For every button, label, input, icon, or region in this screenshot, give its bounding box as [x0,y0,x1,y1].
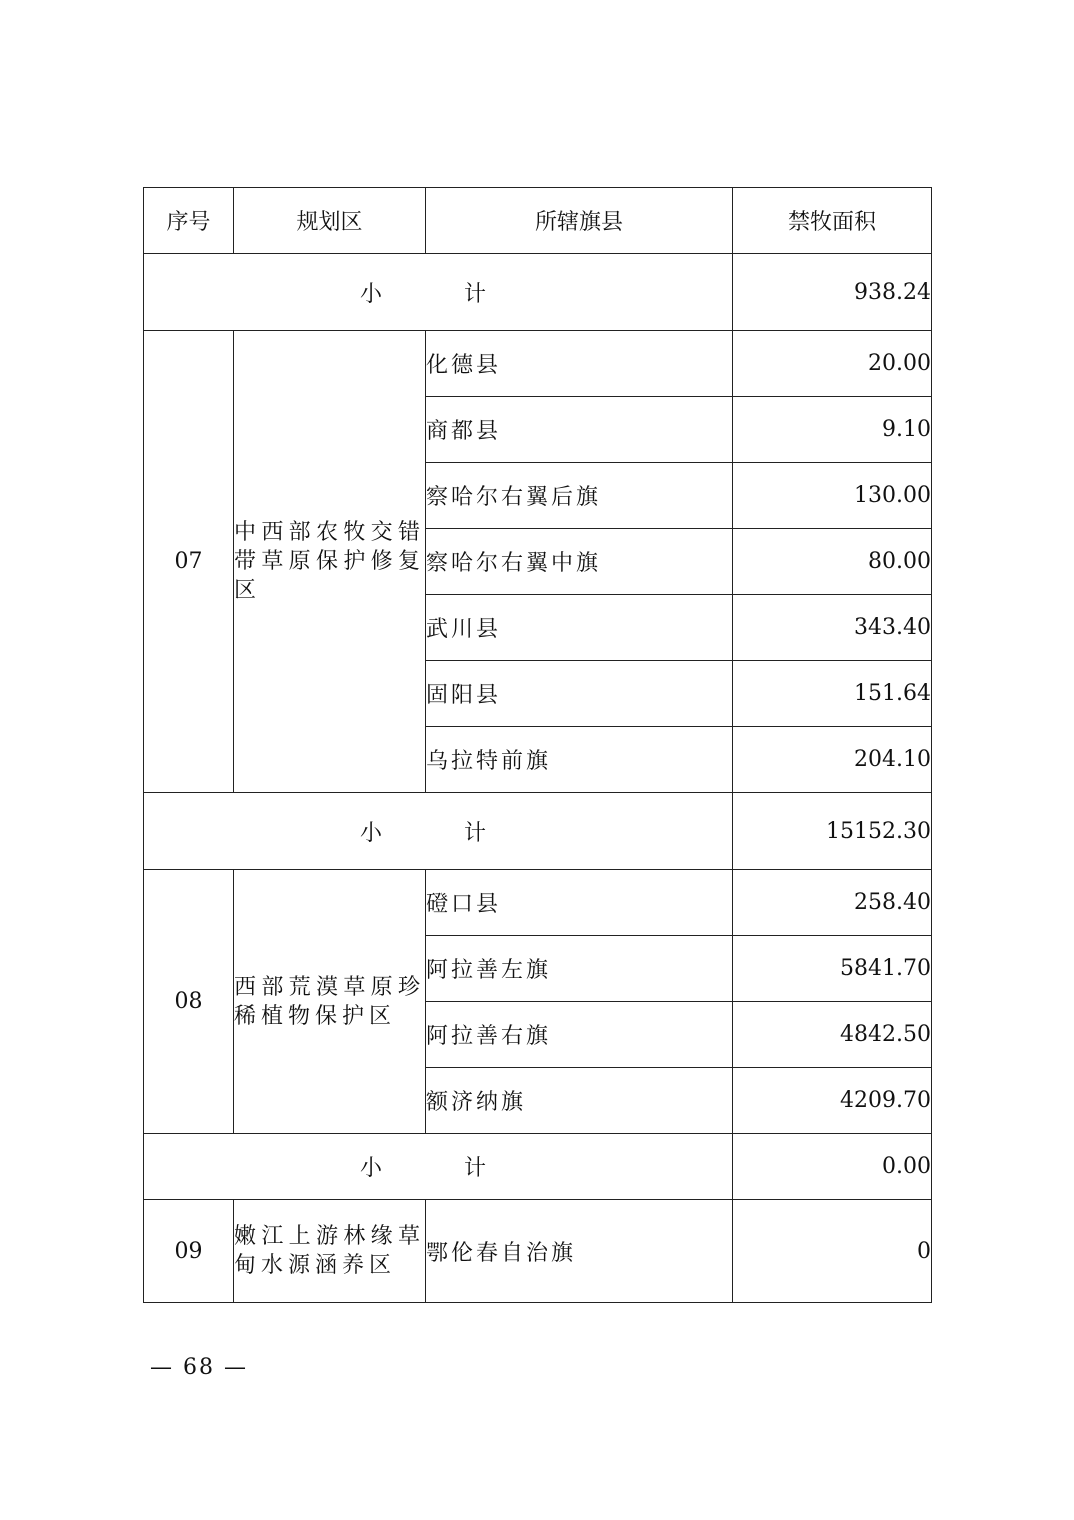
seq-cell: 08 [144,870,234,1134]
subtotal-row [144,1134,932,1200]
area-cell: 4209.70 [733,1068,932,1134]
header-zone: 规划区 [234,188,426,254]
subtotal-label: 小 计 [144,793,733,870]
county-cell: 化德县 [426,331,733,397]
header-area: 禁牧面积 [733,188,932,254]
county-cell: 鄂伦春自治旗 [426,1200,733,1303]
header-county: 所辖旗县 [426,188,733,254]
area-cell: 204.10 [733,727,932,793]
subtotal-value: 0.00 [733,1134,932,1200]
grazing-ban-table [143,187,932,1303]
header-seq: 序号 [144,188,234,254]
subtotal-row [144,254,932,331]
area-cell: 5841.70 [733,936,932,1002]
area-cell: 151.64 [733,661,932,727]
page-number: — 68 — [150,1355,248,1380]
subtotal-label: 小 计 [144,254,733,331]
county-cell: 察哈尔右翼中旗 [426,529,733,595]
county-cell: 阿拉善左旗 [426,936,733,1002]
area-cell: 0 [733,1200,932,1303]
area-cell: 9.10 [733,397,932,463]
area-cell: 343.40 [733,595,932,661]
seq-cell: 09 [144,1200,234,1303]
header-row [144,188,932,254]
subtotal-row [144,793,932,870]
area-cell: 4842.50 [733,1002,932,1068]
zone-cell: 中西部农牧交错带草原保护修复区 [234,331,426,793]
county-cell: 固阳县 [426,661,733,727]
county-cell: 乌拉特前旗 [426,727,733,793]
subtotal-value: 938.24 [733,254,932,331]
subtotal-label: 小 计 [144,1134,733,1200]
county-cell: 察哈尔右翼后旗 [426,463,733,529]
table-row [144,870,932,936]
zone-cell: 嫩江上游林缘草甸水源涵养区 [234,1200,426,1303]
county-cell: 磴口县 [426,870,733,936]
subtotal-value: 15152.30 [733,793,932,870]
area-cell: 258.40 [733,870,932,936]
seq-cell: 07 [144,331,234,793]
area-cell: 20.00 [733,331,932,397]
county-cell: 额济纳旗 [426,1068,733,1134]
county-cell: 武川县 [426,595,733,661]
area-cell: 80.00 [733,529,932,595]
table-row [144,1200,932,1303]
county-cell: 阿拉善右旗 [426,1002,733,1068]
area-cell: 130.00 [733,463,932,529]
county-cell: 商都县 [426,397,733,463]
table-row [144,331,932,397]
zone-cell: 西部荒漠草原珍稀植物保护区 [234,870,426,1134]
